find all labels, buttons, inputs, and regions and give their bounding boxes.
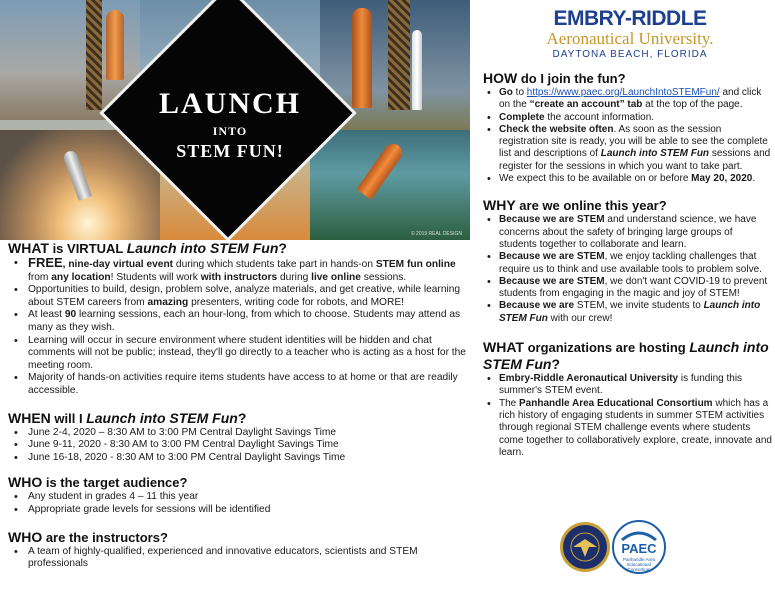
list-item [483, 398, 773, 459]
emph-text: Go [499, 87, 513, 98]
emph-text: with instructors [200, 271, 278, 283]
emph-text: 90 [64, 309, 77, 321]
section-orgs-heading [483, 339, 773, 373]
list-item [483, 373, 773, 398]
heading-text: are we online this year? [515, 198, 667, 214]
list-item [8, 372, 470, 397]
heading-keyword: WHAT [8, 240, 49, 256]
body-text: and understand science, we have concerns about the safety of bringing large groups of students together to collaborate and learn. [499, 214, 757, 250]
emph-text: live online [311, 271, 361, 283]
erau-logo-location: DAYTONA BEACH, FLORIDA [552, 49, 708, 60]
rocket-left-icon [106, 10, 124, 80]
heading-punct: ? [278, 240, 287, 256]
body-text: , we don't want COVID-19 to prevent students from engaging in the magic and joy of STEM! [499, 275, 768, 300]
body-text: to [512, 87, 527, 98]
body-text: and click on the [499, 87, 762, 111]
emph-text: Embry-Riddle Aeronautical University [499, 373, 679, 385]
event-name: Launch into STEM Fun [499, 300, 761, 324]
who-target-list [8, 491, 470, 516]
emph-text: FREE [28, 255, 63, 270]
list-item: • June 16-18, 2020 - 8:30 AM to 3:00 PM Central Daylight Savings Time [8, 452, 470, 465]
eagle-seal-icon [560, 522, 610, 572]
how-list [483, 87, 773, 185]
emph-text: Because we are STEM [499, 251, 605, 263]
list-item: • June 2-4, 2020 – 8:30 AM to 3:00 PM Central Daylight Savings Time [8, 427, 470, 440]
paec-logo-text: PAEC [621, 541, 657, 556]
list-item [8, 257, 470, 284]
erau-logo-subname: Aeronautical University. [546, 29, 714, 48]
list-item [483, 124, 773, 173]
section-why [483, 197, 773, 325]
list-item [483, 300, 773, 325]
booster-right-icon [412, 30, 422, 110]
heading-keyword: WHY [483, 197, 516, 214]
body-text: from [28, 271, 52, 283]
body-text: ! Students will work [110, 271, 201, 283]
paec-logo-subtext: Panhandle Area Educational Consortium [622, 557, 656, 572]
heading-keyword: WHEN [8, 409, 51, 426]
image-credit: © 2019 REAL DESIGN [410, 231, 462, 237]
body-text: during [277, 271, 312, 283]
body-text: At least [28, 309, 65, 321]
emph-text: STEM fun online [375, 259, 456, 270]
emph-text: Because we are STEM [499, 214, 605, 226]
why-list [483, 214, 773, 325]
emph-text: May 20, 2020 [691, 173, 753, 185]
heading-text: is the target audience? [42, 475, 188, 491]
heading-event-name: Launch into STEM Fun [126, 240, 279, 256]
heading-punct: ? [551, 356, 560, 373]
heading-text: are the instructors? [42, 529, 168, 545]
heading-text: is VIRTUAL [48, 241, 127, 256]
list-item [483, 214, 773, 251]
list-item [483, 173, 773, 185]
section-what-heading [8, 240, 470, 257]
heading-text: organizations are hosting [523, 340, 690, 356]
body-text: The [499, 397, 520, 409]
body-text: , we enjoy tackling challenges that require us to think and use available tools to problem solve. [499, 251, 762, 275]
section-orgs [483, 339, 773, 459]
section-how [483, 70, 773, 185]
section-how-heading [483, 70, 773, 87]
emph-text: any location [51, 271, 111, 283]
body-text: the account information. [544, 111, 655, 123]
heading-keyword: WHAT [483, 339, 524, 356]
heading-keyword: HOW [483, 70, 518, 86]
emph-text: amazing [147, 296, 189, 308]
list-item: • Any student in grades 4 – 11 this year [8, 491, 470, 504]
what-list [8, 257, 470, 398]
body-text: Learning will occur in secure environment where student identities will be hidden and chat comments will not be public; instead, they'll go directly to a teacher who is acting as a host for the meeting room. [28, 334, 466, 371]
body-text: STEM, we invite students to [574, 300, 704, 312]
launch-tower-right [388, 0, 410, 110]
body-text: We expect this to be available on or before [499, 173, 692, 185]
hero-title-line3: STEM FUN! [176, 141, 284, 161]
heading-text: do I join the fun? [517, 71, 626, 86]
body-text: learning sessions, each an hour-long, from which to choose. Students may attend as many as they wish. [28, 309, 461, 333]
hero-banner [0, 0, 470, 240]
section-what [8, 240, 470, 398]
emph-text: Because we are STEM [499, 275, 605, 287]
heading-event-name: Launch into STEM Fun [86, 409, 238, 426]
heading-event-name: Launch into STEM Fun [483, 339, 769, 373]
body-text: . [752, 173, 756, 185]
body-text: Opportunities to build, design, problem solve, analyze materials, and get creative, while learning about STEM careers from [28, 284, 461, 308]
heading-keyword: WHO [8, 528, 43, 545]
left-column [8, 240, 470, 577]
section-when [8, 410, 470, 465]
right-column [483, 70, 773, 465]
erau-logo [530, 8, 730, 60]
when-list [8, 427, 470, 465]
list-item [8, 309, 470, 334]
body-text: sessions and register for the sessions in which you want to take part. [499, 148, 771, 172]
body-text: is funding this summer's STEM event. [499, 373, 743, 397]
emph-text: , nine-day virtual event [62, 259, 174, 270]
list-item: • Appropriate grade levels for sessions will be identified [8, 504, 470, 517]
body-text: at the top of the page. [642, 99, 743, 111]
section-who-instructors-heading [8, 529, 470, 546]
body-text: Majority of hands-on activities require items students have access to at home or that are readily accessible. [28, 372, 458, 396]
list-item: • A team of highly-qualified, experienced and innovative educators, scientists and STEM professionals [8, 546, 470, 571]
event-name: Launch into STEM Fun [600, 148, 710, 160]
section-who-instructors [8, 529, 470, 571]
hero-title-line1: LAUNCH [158, 87, 301, 120]
body-text: which has a rich history of engaging students in summer STEM activities through regional STEM challenge events where students come together to collaboratively explore, create, innovate and learn. [499, 397, 772, 458]
list-item [483, 112, 773, 124]
body-text: sessions. [360, 271, 407, 283]
heading-punct: ? [237, 409, 247, 426]
list-item [483, 276, 773, 301]
list-item: • June 9-11, 2020 - 8:30 AM to 3:00 PM Central Daylight Savings Time [8, 439, 470, 452]
registration-link[interactable]: https://www.paec.org/LaunchIntoSTEMFun/ [526, 87, 720, 98]
heading-keyword: WHO [8, 474, 43, 491]
heading-text: will I [50, 410, 87, 426]
body-text: with our crew! [547, 312, 613, 324]
list-item [8, 284, 470, 309]
emph-text: “create an account” tab [529, 99, 643, 111]
erau-logo-name: EMBRY-RIDDLE [553, 7, 707, 30]
list-item [483, 87, 773, 112]
who-instructors-list [8, 546, 470, 571]
emph-text: Check the website often [499, 123, 614, 135]
list-item [8, 335, 470, 373]
emph-text: Because we are [499, 300, 575, 312]
section-who-target [8, 474, 470, 516]
paec-logo [612, 520, 666, 574]
hero-title [100, 88, 360, 162]
list-item [483, 251, 773, 276]
hero-title-line2: INTO [212, 124, 248, 138]
emph-text: Panhandle Area Educational Consortium [519, 397, 713, 409]
section-who-target-heading [8, 474, 470, 491]
section-why-heading [483, 197, 773, 214]
orgs-list [483, 373, 773, 459]
emph-text: Complete [499, 111, 545, 123]
section-when-heading [8, 410, 470, 427]
body-text: . As soon as the session registration site is ready, you will be able to see the complete list and descriptions of [499, 123, 768, 160]
body-text: presenters, writing code for robots, and MORE! [188, 296, 404, 308]
body-text: during which students take part in hands-on [173, 259, 376, 270]
